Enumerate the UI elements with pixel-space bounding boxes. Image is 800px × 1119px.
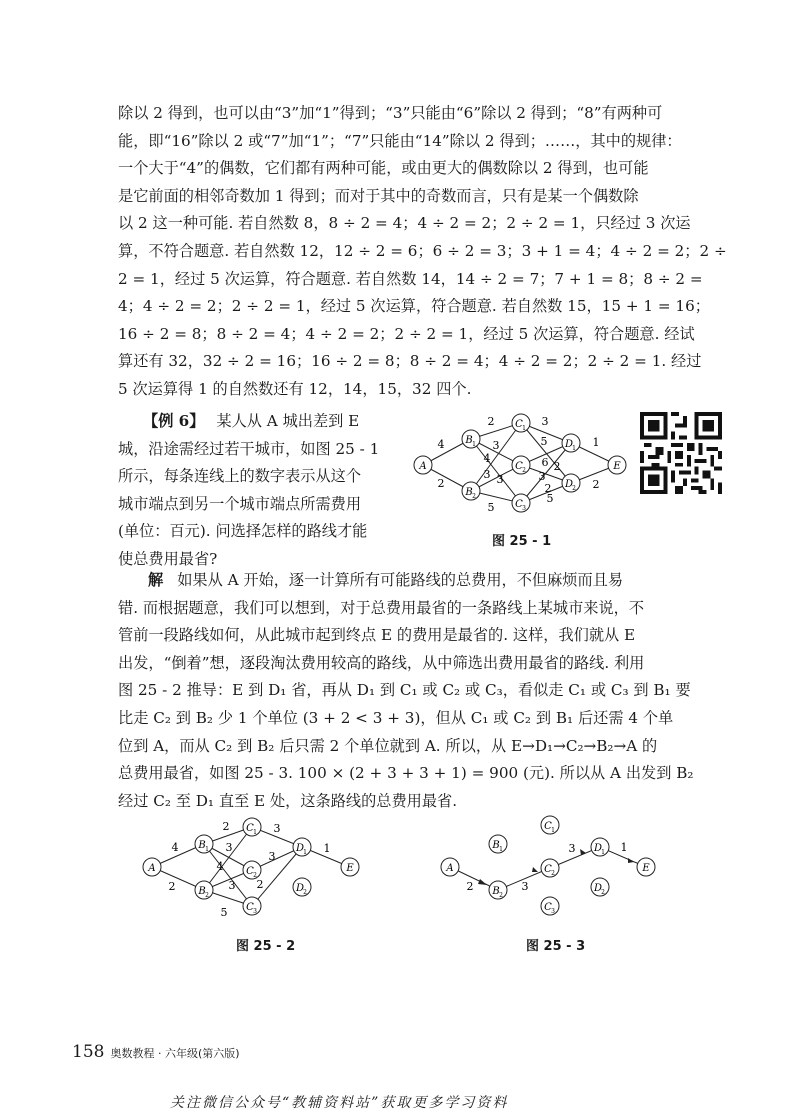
node-c2: C bbox=[515, 461, 523, 472]
edge-weight: 1 bbox=[592, 436, 600, 449]
text-line: 是它前面的相邻奇数加 1 得到；而对于其中的奇数而言，只有是某一个偶数除 bbox=[118, 186, 639, 205]
sub: 1 bbox=[601, 849, 605, 856]
edge-weight: 3 bbox=[496, 473, 504, 486]
sub: 2 bbox=[303, 889, 307, 896]
page-number: 158 bbox=[72, 1042, 105, 1062]
node-c3: C bbox=[544, 902, 552, 913]
text-line: 城市端点到另一个城市端点所需费用 bbox=[118, 494, 361, 513]
text-line: 5 次运算得 1 的自然数还有 12，14，15，32 四个. bbox=[118, 379, 472, 398]
edge-weight: 3 bbox=[483, 468, 491, 481]
node-b1: B bbox=[198, 840, 206, 851]
node-a: A bbox=[419, 461, 427, 472]
text-line: 经过 C₂ 至 D₁ 直至 E 处，这条路线的总费用最省. bbox=[118, 791, 458, 810]
sub: 1 bbox=[522, 425, 526, 432]
edge-weight: 3 bbox=[273, 822, 281, 835]
text-line: 以 2 这一种可能. 若自然数 8，8 ÷ 2 = 4；4 ÷ 2 = 2；2 ÷ 2 = 1，只经过 3 次运 bbox=[118, 214, 691, 233]
figure-25-3 bbox=[430, 810, 666, 922]
solution bbox=[118, 567, 696, 815]
sub: 1 bbox=[499, 846, 503, 853]
sub: 2 bbox=[522, 467, 526, 474]
solution-first: 如果从 A 开始，逐一计算所有可能路线的总费用，不但麻烦而且易 bbox=[177, 571, 624, 589]
text-line: 管前一段路线如何，从此城市起到终点 E 的费用是最省的. 这样，我们就从 E bbox=[118, 626, 636, 645]
node-d1: D bbox=[593, 843, 603, 854]
node-c2: C bbox=[246, 866, 254, 877]
example-first: 某人从 A 城出差到 E bbox=[216, 412, 360, 430]
edge-weight: 4 bbox=[171, 841, 179, 854]
edge-weight: 2 bbox=[168, 880, 176, 893]
edge-weight: 3 bbox=[225, 841, 233, 854]
text-line: 位到 A，而从 C₂ 到 B₂ 后只需 2 个单位就到 A. 所以，从 E→D₁→C₂→B₂→A 的 bbox=[118, 736, 658, 755]
node-c3: C bbox=[246, 902, 254, 913]
page-footer bbox=[72, 1042, 240, 1062]
text-line bbox=[118, 408, 408, 436]
sub: 2 bbox=[601, 889, 605, 896]
sub: 2 bbox=[253, 872, 257, 879]
node-a: A bbox=[148, 863, 156, 874]
text-line: 城，沿途需经过若干城市，如图 25 - 1 bbox=[118, 439, 380, 458]
sub: 3 bbox=[253, 908, 257, 915]
node-d1: D bbox=[295, 843, 305, 854]
text-line: 一个大于“4”的偶数，它们都有两种可能，或由更大的偶数除以 2 得到，也可能 bbox=[118, 159, 649, 178]
text-line: 除以 2 得到，也可以由“3”加“1”得到；“3”只能由“6”除以 2 得到；“8”有两种可 bbox=[118, 104, 663, 122]
edge-weight: 5 bbox=[540, 435, 548, 448]
node-c1: C bbox=[544, 821, 552, 832]
node-b1: B bbox=[492, 840, 500, 851]
edge-weight: 3 bbox=[521, 880, 529, 893]
edge-weight: 4 bbox=[437, 438, 445, 451]
figure-caption: 图 25 - 2 bbox=[236, 939, 296, 954]
figure-25-2 bbox=[138, 810, 370, 922]
solution-tag: 解 bbox=[148, 571, 164, 589]
edge-weight: 1 bbox=[620, 841, 628, 854]
edge-weight: 3 bbox=[228, 879, 236, 892]
figure-caption: 图 25 - 3 bbox=[526, 939, 586, 954]
text-line: 使总费用最省? bbox=[118, 549, 218, 568]
node-e: E bbox=[613, 461, 621, 472]
node-c3: C bbox=[515, 499, 523, 510]
text-line: (单位：百元). 问选择怎样的路线才能 bbox=[118, 522, 368, 541]
text-line bbox=[118, 567, 696, 595]
text-line: 比走 C₂ 到 B₂ 少 1 个单位 (3 + 2 < 3 + 3)，但从 C₁ 或 C₂ 到 B₁ 后还需 4 个单 bbox=[118, 708, 674, 727]
edge-weight: 5 bbox=[546, 492, 554, 505]
edge-weight: 2 bbox=[466, 880, 474, 893]
sub: 2 bbox=[551, 870, 555, 877]
edge-weight: 5 bbox=[487, 501, 495, 514]
text-line: 能，即“16”除以 2 或“7”加“1”；“7”只能由“14”除以 2 得到；……，其中的规律： bbox=[118, 131, 682, 150]
figure-caption: 图 25 - 1 bbox=[492, 534, 552, 549]
sub: 1 bbox=[551, 827, 555, 834]
node-a: A bbox=[446, 863, 454, 874]
node-b2: B bbox=[492, 886, 500, 897]
example-6 bbox=[118, 408, 408, 574]
node-d1: D bbox=[564, 439, 574, 450]
edge-weight: 1 bbox=[323, 842, 331, 855]
node-c1: C bbox=[246, 823, 254, 834]
text-line: 16 ÷ 2 = 8；8 ÷ 2 = 4；4 ÷ 2 = 2；2 ÷ 2 = 1，经过 5 次运算，符合题意. 经试 bbox=[118, 324, 695, 343]
sub: 1 bbox=[205, 846, 209, 853]
node-b2: B bbox=[465, 487, 473, 498]
sub: 2 bbox=[472, 493, 476, 500]
edge-weight: 3 bbox=[268, 850, 276, 863]
node-c2: C bbox=[544, 864, 552, 875]
edge-weight: 2 bbox=[592, 478, 600, 491]
sub: 2 bbox=[499, 892, 503, 899]
node-e: E bbox=[346, 863, 354, 874]
paragraph-intro bbox=[118, 100, 727, 404]
book-title: 奥数教程 · 六年级(第六版) bbox=[110, 1047, 240, 1060]
sub: 3 bbox=[551, 908, 555, 915]
edge-weight: 4 bbox=[483, 452, 491, 465]
edge-weight: 2 bbox=[487, 415, 495, 428]
text-line: 所示，每条连线上的数字表示从这个 bbox=[118, 467, 361, 486]
edge-weight: 3 bbox=[541, 415, 549, 428]
text-line: 总费用最省，如图 25 - 3. 100 × (2 + 3 + 3 + 1) = 900 (元). 所以从 A 出发到 B₂ bbox=[118, 764, 694, 783]
text-line: 2 = 1，经过 5 次运算，符合题意. 若自然数 14，14 ÷ 2 = 7；7 + 1 = 8；8 ÷ 2 = bbox=[118, 269, 703, 288]
edge-weight: 2 bbox=[256, 878, 264, 891]
watermark: 关注微信公众号“教辅资料站”获取更多学习资料 bbox=[170, 1095, 509, 1111]
sub: 1 bbox=[253, 829, 257, 836]
node-d2: D bbox=[593, 883, 603, 894]
example-tag: 【例 6】 bbox=[143, 412, 205, 430]
sub: 2 bbox=[572, 485, 576, 492]
edge-weight: 3 bbox=[492, 439, 500, 452]
node-b2: B bbox=[198, 886, 206, 897]
text-line: 出发，“倒着”想，逐段淘汰费用较高的路线，从中筛选出费用最省的路线. 利用 bbox=[118, 653, 645, 672]
sub: 1 bbox=[572, 445, 576, 452]
edge-weight: 2 bbox=[544, 482, 552, 495]
qr-code bbox=[640, 412, 722, 494]
edge-weight: 2 bbox=[553, 460, 561, 473]
node-c1: C bbox=[515, 419, 523, 430]
edge-weight: 2 bbox=[222, 820, 230, 833]
edge-weight: 6 bbox=[541, 456, 549, 469]
sub: 2 bbox=[205, 892, 209, 899]
edge-weight: 4 bbox=[216, 860, 224, 873]
node-e: E bbox=[642, 863, 650, 874]
node-d2: D bbox=[295, 883, 305, 894]
edge-weight: 3 bbox=[568, 842, 576, 855]
sub: 3 bbox=[522, 505, 526, 512]
text-line: 错. 而根据题意，我们可以想到，对于总费用最省的一条路线上某城市来说，不 bbox=[118, 598, 645, 617]
edge-weight: 3 bbox=[538, 470, 546, 483]
text-line: 图 25 - 2 推导：E 到 D₁ 省，再从 D₁ 到 C₁ 或 C₂ 或 C₃，看似走 C₁ 或 C₃ 到 B₁ 要 bbox=[118, 681, 691, 700]
node-d2: D bbox=[564, 479, 574, 490]
text-line: 4；4 ÷ 2 = 2；2 ÷ 2 = 1，经过 5 次运算，符合题意. 若自然数 15，15 + 1 = 16； bbox=[118, 297, 710, 316]
text-line: 算还有 32，32 ÷ 2 = 16；16 ÷ 2 = 8；8 ÷ 2 = 4；4 ÷ 2 = 2；2 ÷ 2 = 1. 经过 bbox=[118, 352, 702, 371]
text-line: 算，不符合题意. 若自然数 12，12 ÷ 2 = 6；6 ÷ 2 = 3；3 + 1 = 4；4 ÷ 2 = 2；2 ÷ bbox=[118, 241, 727, 260]
figure-25-1 bbox=[405, 408, 635, 520]
sub: 1 bbox=[303, 849, 307, 856]
sub: 1 bbox=[472, 441, 476, 448]
node-b1: B bbox=[465, 435, 473, 446]
edge-weight: 5 bbox=[220, 906, 228, 919]
edge-weight: 2 bbox=[437, 477, 445, 490]
